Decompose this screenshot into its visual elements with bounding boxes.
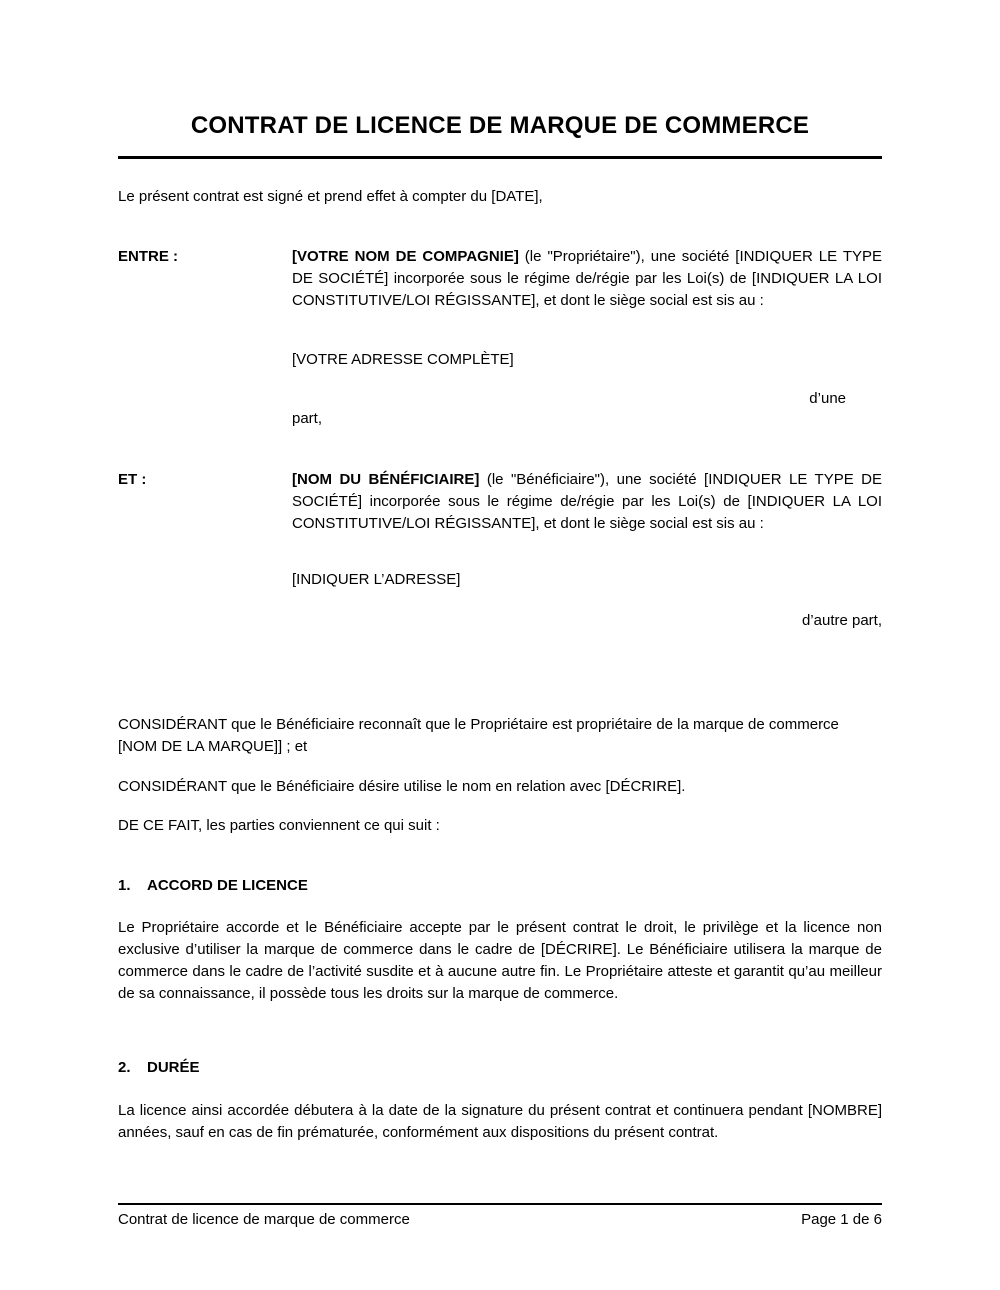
page-title: CONTRAT DE LICENCE DE MARQUE DE COMMERCE: [190, 112, 810, 139]
section-2-number: 2.: [118, 1059, 131, 1076]
party-entre-label: ENTRE :: [118, 248, 178, 265]
section-2-heading: [118, 1057, 882, 1079]
footer-divider: [118, 1203, 882, 1205]
party-entre-text: (le "Propriétaire"), une société [INDIQUER LE TYPE DE SOCIÉTÉ] incorporée sous le régime de/régie par les Loi(s) de [INDIQUER LA LOI CONSTITUTIVE/LOI RÉGISSANTE], et dont le siège social est sis au :: [292, 248, 882, 309]
party-entre-closing-line1: d’une: [809, 390, 846, 407]
recital-2: CONSIDÉRANT que le Bénéficiaire désire utilise le nom en relation avec [DÉCRIRE].: [118, 778, 686, 795]
party-et-row: [118, 469, 882, 535]
section-2-paragraph: La licence ainsi accordée débutera à la date de la signature du présent contrat et continuera pendant [NOMBRE] années, sauf en cas de fin prématurée, conformément aux dispositions du présent contrat.: [118, 1102, 882, 1141]
party-entre-name: [VOTRE NOM DE COMPAGNIE]: [292, 248, 519, 265]
section-1-paragraph: Le Propriétaire accorde et le Bénéficiaire accepte par le présent contrat le droit, le privilège et la licence non exclusive d’utiliser la marque de commerce dans le cadre de [DÉCRIRE]. Le Bénéficiaire utilisera la marque de commerce dans le cadre de l’activité susdite et à aucune autre fin. Le Propriétaire atteste et garantit qu’au meilleur de sa connaissance, il possède tous les droits sur la marque de commerce.: [118, 919, 882, 1002]
section-2-title: DURÉE: [147, 1059, 200, 1076]
party-entre-closing-line2: part,: [292, 410, 323, 427]
section-1-heading: [118, 875, 882, 897]
footer-document-title: Contrat de licence de marque de commerce: [118, 1211, 410, 1228]
party-entre-address: [VOTRE ADRESSE COMPLÈTE]: [292, 351, 514, 368]
section-1-title: ACCORD DE LICENCE: [147, 877, 308, 894]
section-1-number: 1.: [118, 877, 131, 894]
recital-3: DE CE FAIT, les parties conviennent ce qui suit :: [118, 817, 440, 834]
party-et-name: [NOM DU BÉNÉFICIAIRE]: [292, 471, 480, 488]
intro-paragraph: Le présent contrat est signé et prend effet à compter du [DATE],: [118, 188, 543, 205]
party-entre-body: [292, 246, 882, 312]
party-et-closing: d’autre part,: [801, 612, 882, 629]
party-et-body: [292, 469, 882, 535]
party-et-text: (le "Bénéficiaire"), une société [INDIQUER LE TYPE DE SOCIÉTÉ] incorporée sous le régime de/régie par les Loi(s) de [INDIQUER LA LOI CONSTITUTIVE/LOI RÉGISSANTE], et dont le siège social est sis au :: [292, 471, 882, 532]
party-et-address: [INDIQUER L’ADRESSE]: [292, 571, 461, 588]
recital-1: CONSIDÉRANT que le Bénéficiaire reconnaît que le Propriétaire est propriétaire de la marque de commerce [NOM DE LA MARQUE]] ; et: [118, 716, 839, 755]
footer-page-number: Page 1 de 6: [801, 1211, 882, 1228]
party-entre-row: [118, 246, 882, 312]
party-et-label: ET :: [118, 471, 147, 488]
footer: [118, 1209, 882, 1231]
title-divider: [118, 156, 882, 159]
